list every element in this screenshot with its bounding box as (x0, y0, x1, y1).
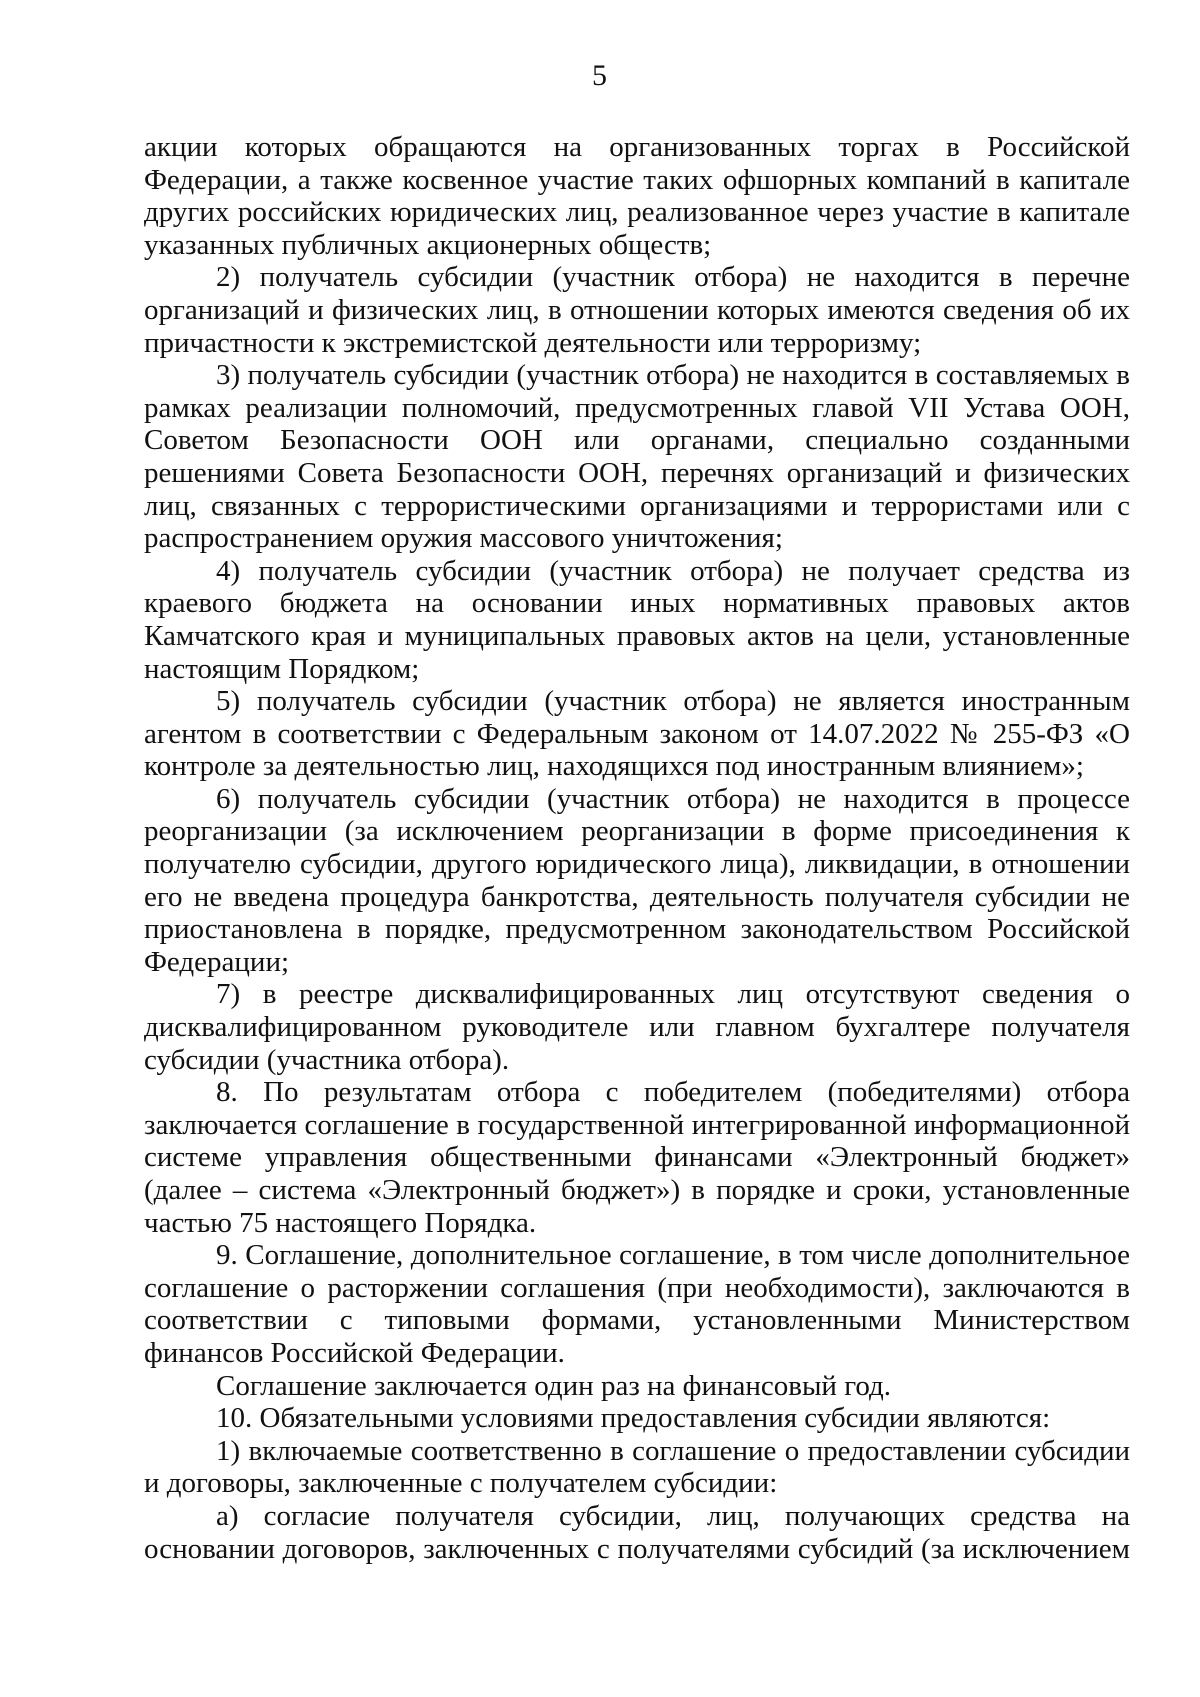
body-text (144, 131, 1130, 1565)
paragraph-2: 2) получатель субсидии (участник отбора) не находится в перечне организаций и физических лиц, в отношении которых имеются сведения об их причастности к экстремистской деятельности или терроризму; (144, 261, 1130, 359)
paragraph-4: 4) получатель субсидии (участник отбора) не получает средства из краевого бюджета на основании иных нормативных правовых актов Камчатского края и муниципальных правовых актов на цели, установленные настоящим Порядком; (144, 554, 1130, 685)
page-number: 5 (592, 59, 607, 92)
paragraph-5: 5) получатель субсидии (участник отбора) не является иностранным агентом в соответствии с Федеральным законом от 14.07.2022 № 255-ФЗ «О контроле за деятельностью лиц, находящихся под иностранным влиянием»; (144, 685, 1130, 783)
paragraph-1: акции которых обращаются на организованных торгах в Российской Федерации, а также косвенное участие таких офшорных компаний в капитале других российских юридических лиц, реализованное через участие в капитале указанных публичных акционерных обществ; (144, 131, 1130, 261)
paragraph-6: 6) получатель субсидии (участник отбора) не находится в процессе реорганизации (за исключением реорганизации в форме присоединения к получателю субсидии, другого юридического лица), ликвидации, в отношении его не введена процедура банкротства, деятельность получателя субсидии не приостановлена в порядке, предусмотренном законодательством Российской Федерации; (144, 782, 1130, 978)
paragraph-3: 3) получатель субсидии (участник отбора) не находится в составляемых в рамках реализации полномочий, предусмотренных главой VII Устава ООН, Советом Безопасности ООН или органами, специально созданными решениями Совета Безопасности ООН, перечнях организаций и физических лиц, связанных с террористическими организациями и террористами или с распространением оружия массового уничтожения; (144, 359, 1130, 555)
paragraph-7: 7) в реестре дисквалифицированных лиц отсутствуют сведения о дисквалифицированном руководителе или главном бухгалтере получателя субсидии (участника отбора). (144, 978, 1130, 1076)
paragraph-10: Соглашение заключается один раз на финансовый год. (216, 1369, 892, 1402)
paragraph-13: а) согласие получателя субсидии, лиц, получающих средства на основании договоров, заключенных с получателями субсидий (за исключением (144, 1499, 1130, 1565)
paragraph-9: 9. Соглашение, дополнительное соглашение, в том числе дополнительное соглашение о расторжении соглашения (при необходимости), заключаются в соответствии с типовыми формами, установленными Министерством финансов Российской Федерации. (144, 1239, 1130, 1369)
paragraph-11: 10. Обязательными условиями предоставления субсидии являются: (216, 1402, 1051, 1435)
paragraph-12: 1) включаемые соответственно в соглашение о предоставлении субсидии и договоры, заключенные с получателем субсидии: (144, 1434, 1130, 1500)
paragraph-8: 8. По результатам отбора с победителем (победителями) отбора заключается соглашение в государственной интегрированной информационной системе управления общественными финансами «Электронный бюджет» (далее – система «Электронный бюджет») в порядке и сроки, установленные частью 75 настоящего Порядка. (144, 1076, 1130, 1239)
